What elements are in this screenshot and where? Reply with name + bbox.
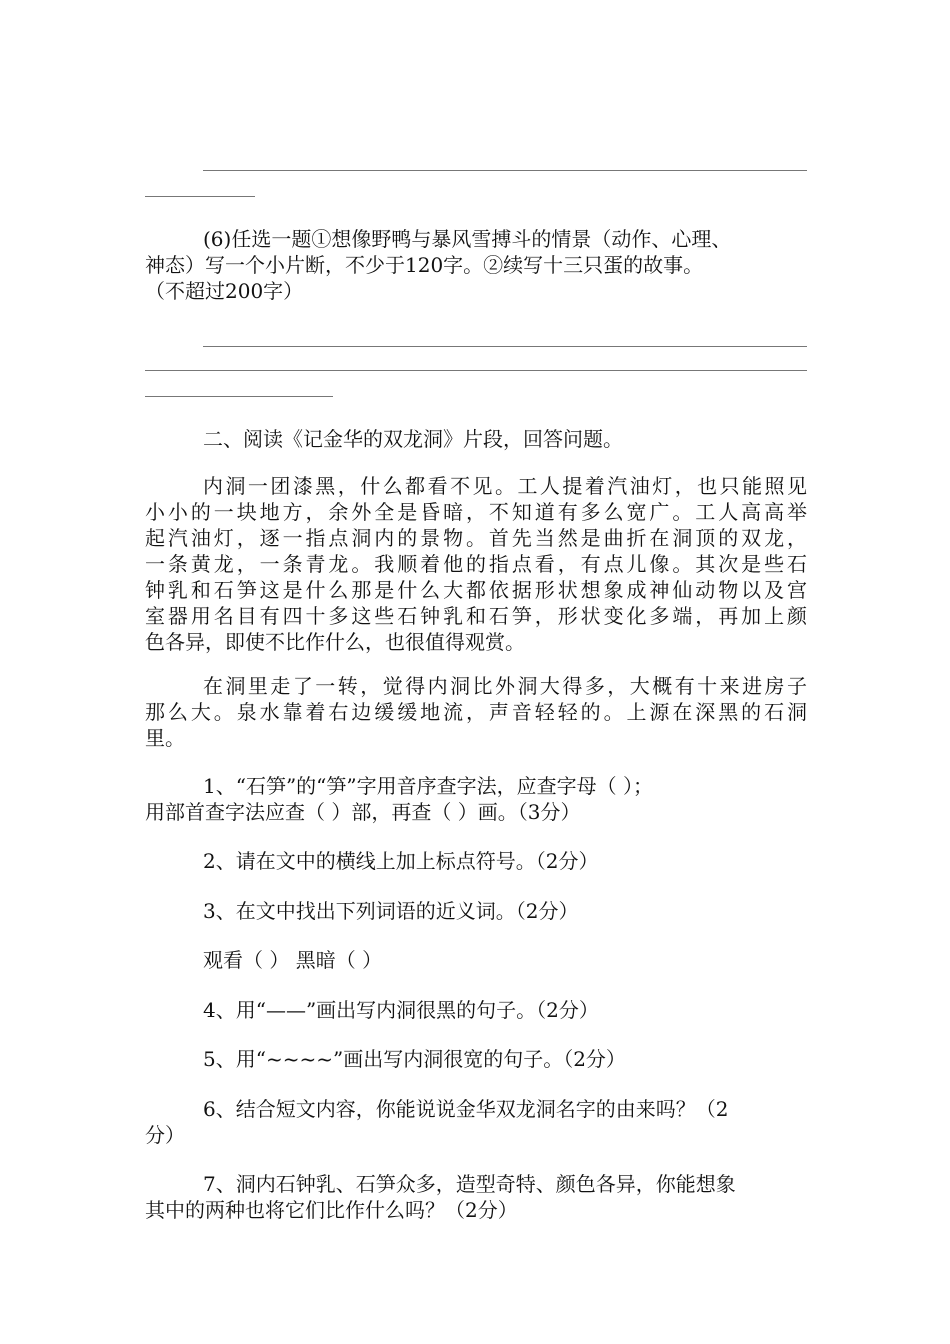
question-2: 2、请在文中的横线上加上标点符号。（2分） bbox=[203, 849, 599, 873]
question-3-words: 观看（ ） 黑暗（ ） bbox=[203, 948, 383, 972]
passage-line: 在洞里走了一转，觉得内洞比外洞大得多，大概有十来进房子 bbox=[203, 674, 807, 698]
writing-prompt-line: 神态）写一个小片断，不少于120字。②续写十三只蛋的故事。 bbox=[145, 253, 704, 277]
passage-line: 内洞一团漆黑，什么都看不见。工人提着汽油灯，也只能照见 bbox=[203, 474, 807, 498]
passage-line: 起汽油灯，逐一指点洞内的景物。首先当然是曲折在洞顶的双龙， bbox=[145, 526, 807, 550]
passage-line: 里。 bbox=[145, 726, 185, 750]
answer-line bbox=[145, 396, 333, 397]
question-4: 4、用“——”画出写内洞很黑的句子。（2分） bbox=[203, 998, 599, 1022]
writing-prompt-line: (6)任选一题①想像野鸭与暴风雪搏斗的情景（动作、心理、 bbox=[203, 227, 732, 251]
question-6: 6、结合短文内容，你能说说金华双龙洞名字的由来吗？（2 bbox=[203, 1097, 729, 1121]
passage-line: 那么大。泉水靠着右边缓缓地流，声音轻轻的。上源在深黑的石洞 bbox=[145, 700, 807, 724]
question-1: 1、“石笋”的“笋”字用音序查字法，应查字母（ ）； bbox=[203, 774, 653, 798]
question-6-cont: 分） bbox=[145, 1123, 185, 1147]
question-7-cont: 其中的两种也将它们比作什么吗？（2分） bbox=[145, 1198, 518, 1222]
writing-prompt-line: （不超过200字） bbox=[145, 279, 304, 303]
answer-line bbox=[145, 196, 255, 197]
passage-paragraph bbox=[145, 673, 807, 751]
answer-line bbox=[145, 370, 807, 371]
question-1-cont: 用部首查字法应查（ ）部，再查（ ）画。（3分） bbox=[145, 800, 581, 824]
answer-line bbox=[203, 170, 807, 171]
passage-line: 一条黄龙，一条青龙。我顺着他的指点看，有点儿像。其次是些石 bbox=[145, 552, 807, 576]
passage-line: 小小的一块地方，余外全是昏暗，不知道有多么宽广。工人高高举 bbox=[145, 500, 807, 524]
passage-paragraph bbox=[145, 473, 807, 655]
passage-line: 室器用名目有四十多这些石钟乳和石笋，形状变化多端，再加上颜 bbox=[145, 604, 807, 628]
question-5: 5、用“~~~~”画出写内洞很宽的句子。（2分） bbox=[203, 1047, 626, 1071]
answer-line bbox=[203, 346, 807, 347]
question-7: 7、洞内石钟乳、石笋众多，造型奇特、颜色各异，你能想象 bbox=[203, 1172, 736, 1196]
section-title: 二、阅读《记金华的双龙洞》片段，回答问题。 bbox=[203, 427, 623, 451]
passage-line: 色各异，即使不比作什么，也很值得观赏。 bbox=[145, 630, 525, 654]
question-3: 3、在文中找出下列词语的近义词。（2分） bbox=[203, 899, 579, 923]
passage-line: 钟乳和石笋这是什么那是什么大都依据形状想象成神仙动物以及宫 bbox=[145, 578, 807, 602]
